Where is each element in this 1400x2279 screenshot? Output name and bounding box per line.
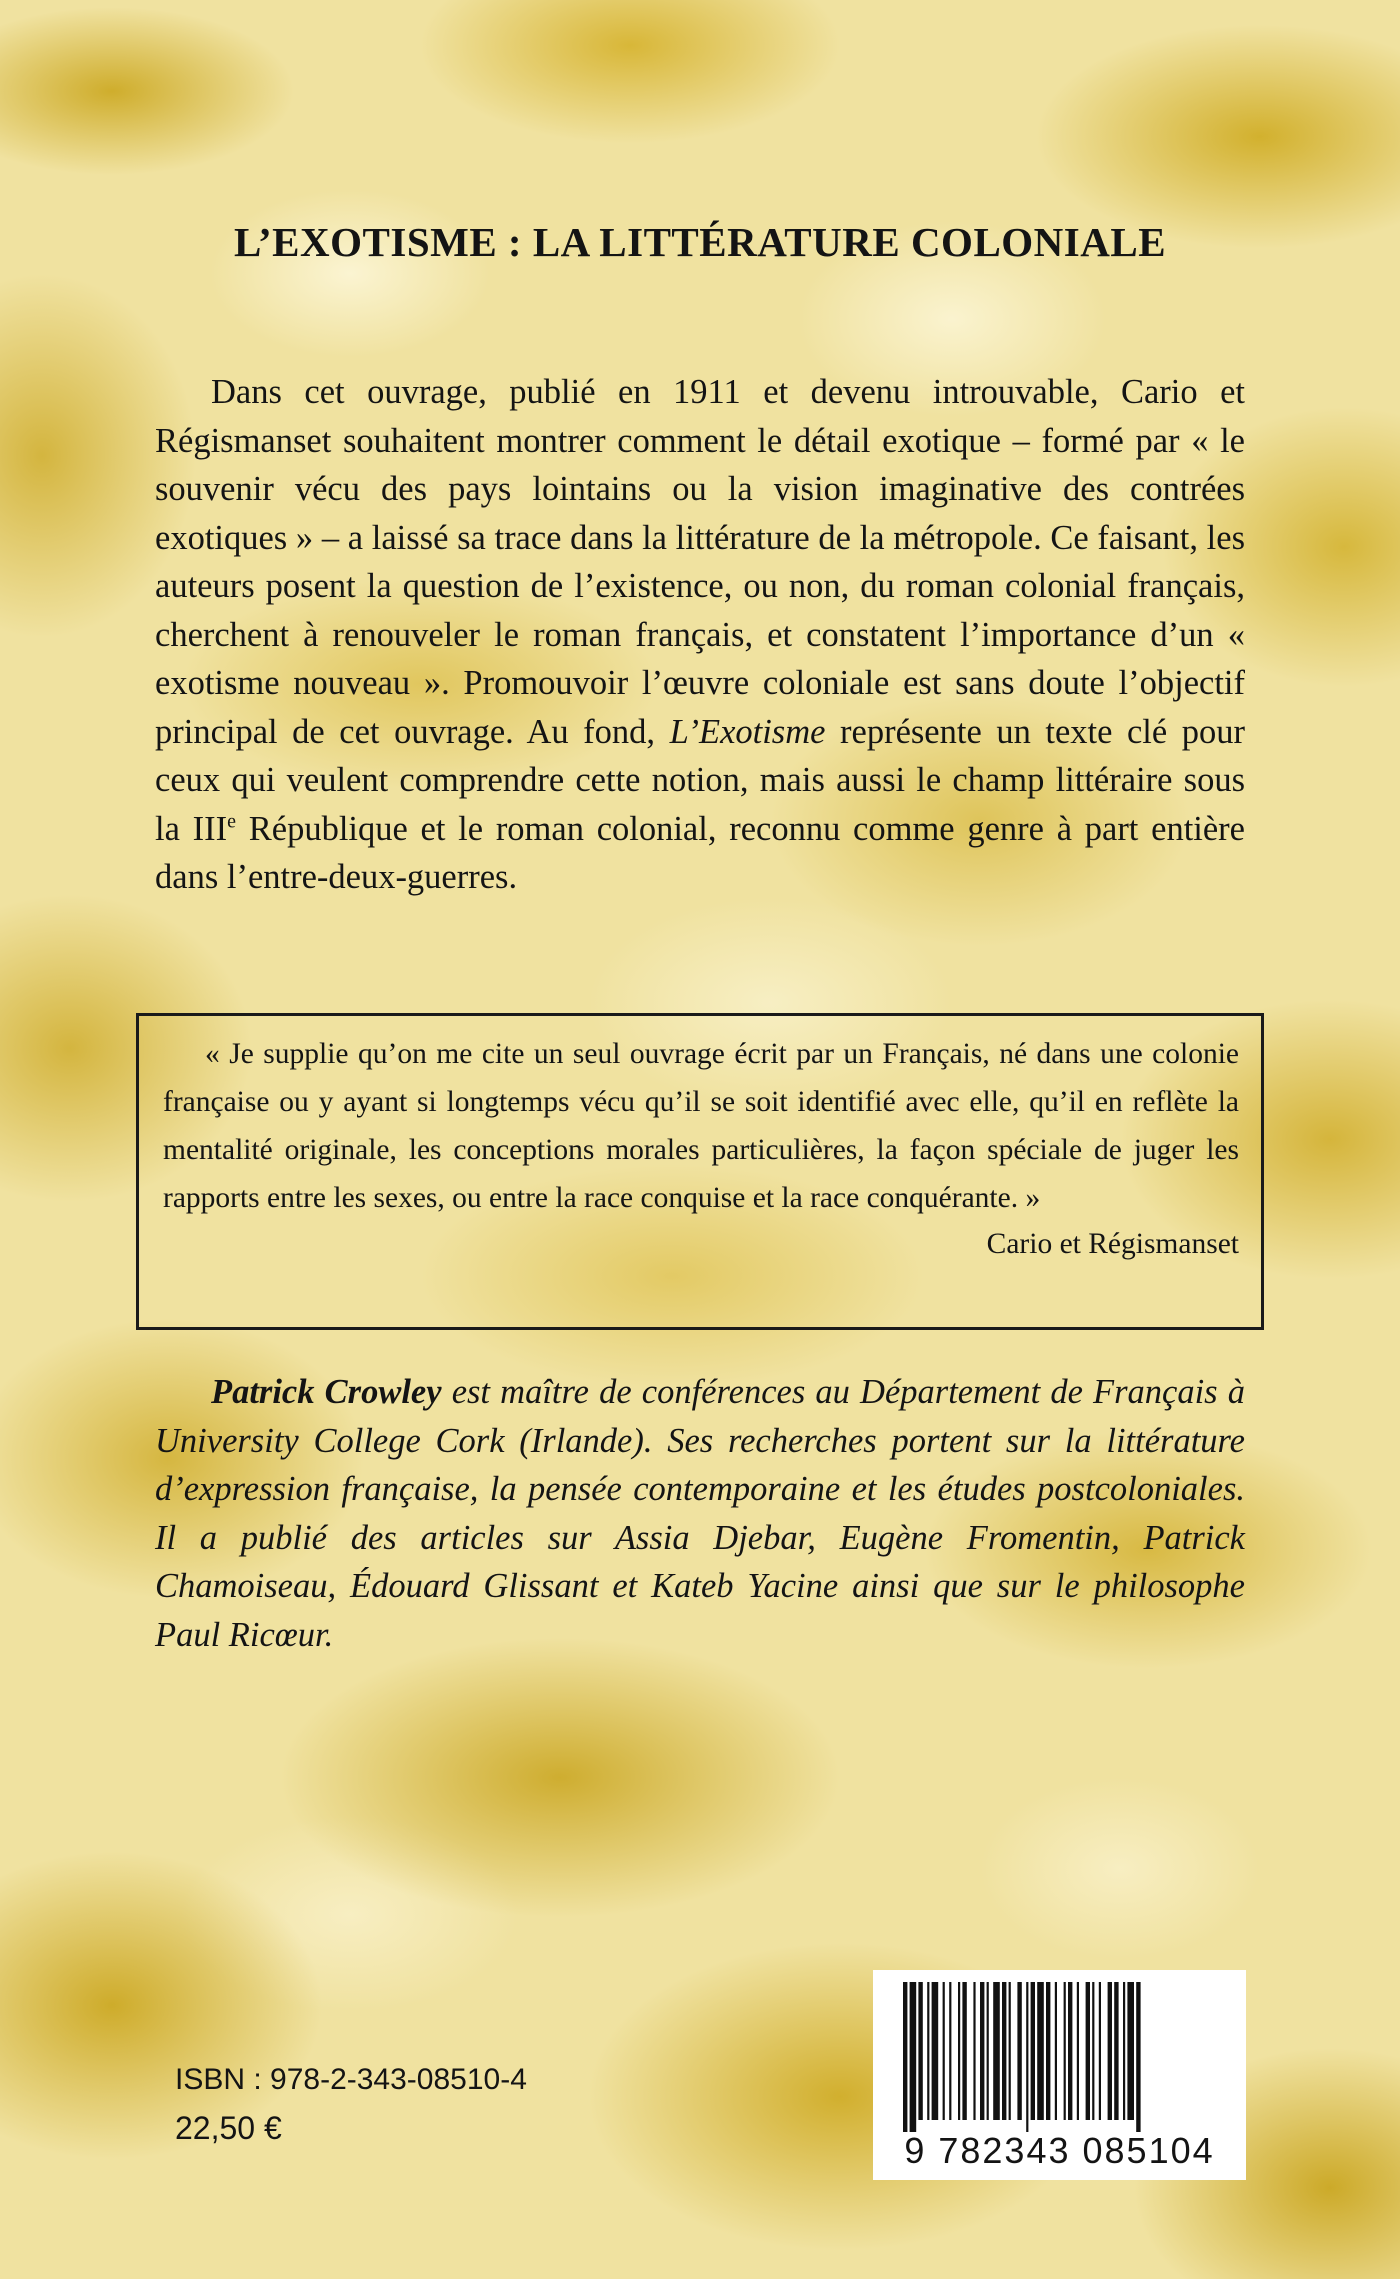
summary-part-3: République et le roman colonial, reconnu comme genre à part entière dans l’entre-deux-guerres. (155, 809, 1245, 896)
barcode-bar (1017, 1982, 1021, 2120)
barcode-bar (918, 1982, 922, 2120)
summary-part-2: représente un texte clé pour ceux qui veulent comprendre cette notion, mais aussi le champ littéraire sous la III (155, 712, 1245, 848)
barcode-digits: 9 782343 085104 (904, 2130, 1215, 2171)
quote-author: Cario et Régismanset (986, 1228, 1239, 1260)
barcode-bar (943, 1982, 945, 2120)
barcode-bar (903, 1982, 907, 2132)
author-bio (155, 1368, 1245, 1659)
barcode-bar (958, 1982, 960, 2120)
barcode-bar (1068, 1982, 1072, 2120)
summary-italic-title: L’Exotisme (669, 712, 826, 751)
barcode-bar (1046, 1982, 1050, 2120)
barcode-bar (1031, 1982, 1035, 2120)
barcode-bar (910, 1982, 917, 2132)
isbn-label: ISBN : 978-2-343-08510-4 (175, 2063, 527, 2096)
barcode-bar (1064, 1982, 1066, 2120)
barcode-bar (993, 1982, 1000, 2120)
barcode-bar (962, 1982, 966, 2120)
price-label: 22,50 € (175, 2110, 282, 2146)
barcode-bar (980, 1982, 984, 2120)
barcode-bar (949, 1982, 951, 2120)
barcode-bars (873, 1970, 1246, 2135)
barcode (873, 1970, 1246, 2180)
barcode-bar (927, 1982, 929, 2120)
cover-title: L’EXOTISME : LA LITTÉRATURE COLONIALE (233, 219, 1167, 265)
barcode-bar (1037, 1982, 1044, 2120)
barcode-bar (1136, 1982, 1140, 2132)
author-name: Patrick Crowley (211, 1373, 442, 1411)
barcode-bar (1099, 1982, 1101, 2120)
barcode-bar (973, 1982, 975, 2120)
barcode-bar (1092, 1982, 1094, 2120)
barcode-bar (1002, 1982, 1006, 2120)
barcode-bar (1009, 1982, 1011, 2120)
barcode-bar (1086, 1982, 1090, 2120)
barcode-bar (1108, 1982, 1112, 2120)
quote-box (136, 1013, 1264, 1330)
barcode-bar (1026, 1982, 1028, 2132)
barcode-bar (1077, 1982, 1079, 2120)
author-bio-text: est maître de conférences au Département de Français à University College Cork (Irlande). Ses recherches portent sur la littérature d’expression française, la pensée contemporaine et les études postcoloniales. Il a publié des articles sur Assia Djebar, Eugène Fromentin, Patrick Chamoiseau, Édouard Glissant et Kateb Yacine ainsi que sur le philosophe Paul Ricœur. (155, 1373, 1245, 1654)
barcode-bar (1127, 1982, 1134, 2120)
barcode-bar (987, 1982, 989, 2120)
barcode-bar (1123, 1982, 1125, 2120)
summary-paragraph (155, 368, 1245, 902)
summary-part-1: Dans cet ouvrage, publié en 1911 et devenu introuvable, Cario et Régismanset souhaitent montrer comment le détail exotique – formé par « le souvenir vécu des pays lointains ou la vision imaginative des contrées exotiques » – a laissé sa trace dans la littérature de la métropole. Ce faisant, les auteurs posent la question de l’existence, ou non, du roman colonial français, cherchent à renouveler le roman français, et constatent l’importance d’un « exotisme nouveau ». Promouvoir l’œuvre coloniale est sans doute l’objectif principal de cet ouvrage. Au fond, (155, 373, 1245, 751)
quote-text: « Je supplie qu’on me cite un seul ouvrage écrit par un Français, né dans une colonie française ou y ayant si longtemps vécu qu’il se soit identifié avec elle, qu’il en reflète la mentalité originale, les conceptions morales particulières, la façon spéciale de juger les rapports entre les sexes, ou entre la race conquise et la race conquérante. » (163, 1038, 1239, 1214)
barcode-bar (1114, 1982, 1118, 2120)
summary-superscript: e (227, 810, 236, 832)
barcode-bar (1055, 1982, 1057, 2120)
barcode-bar (932, 1982, 939, 2120)
